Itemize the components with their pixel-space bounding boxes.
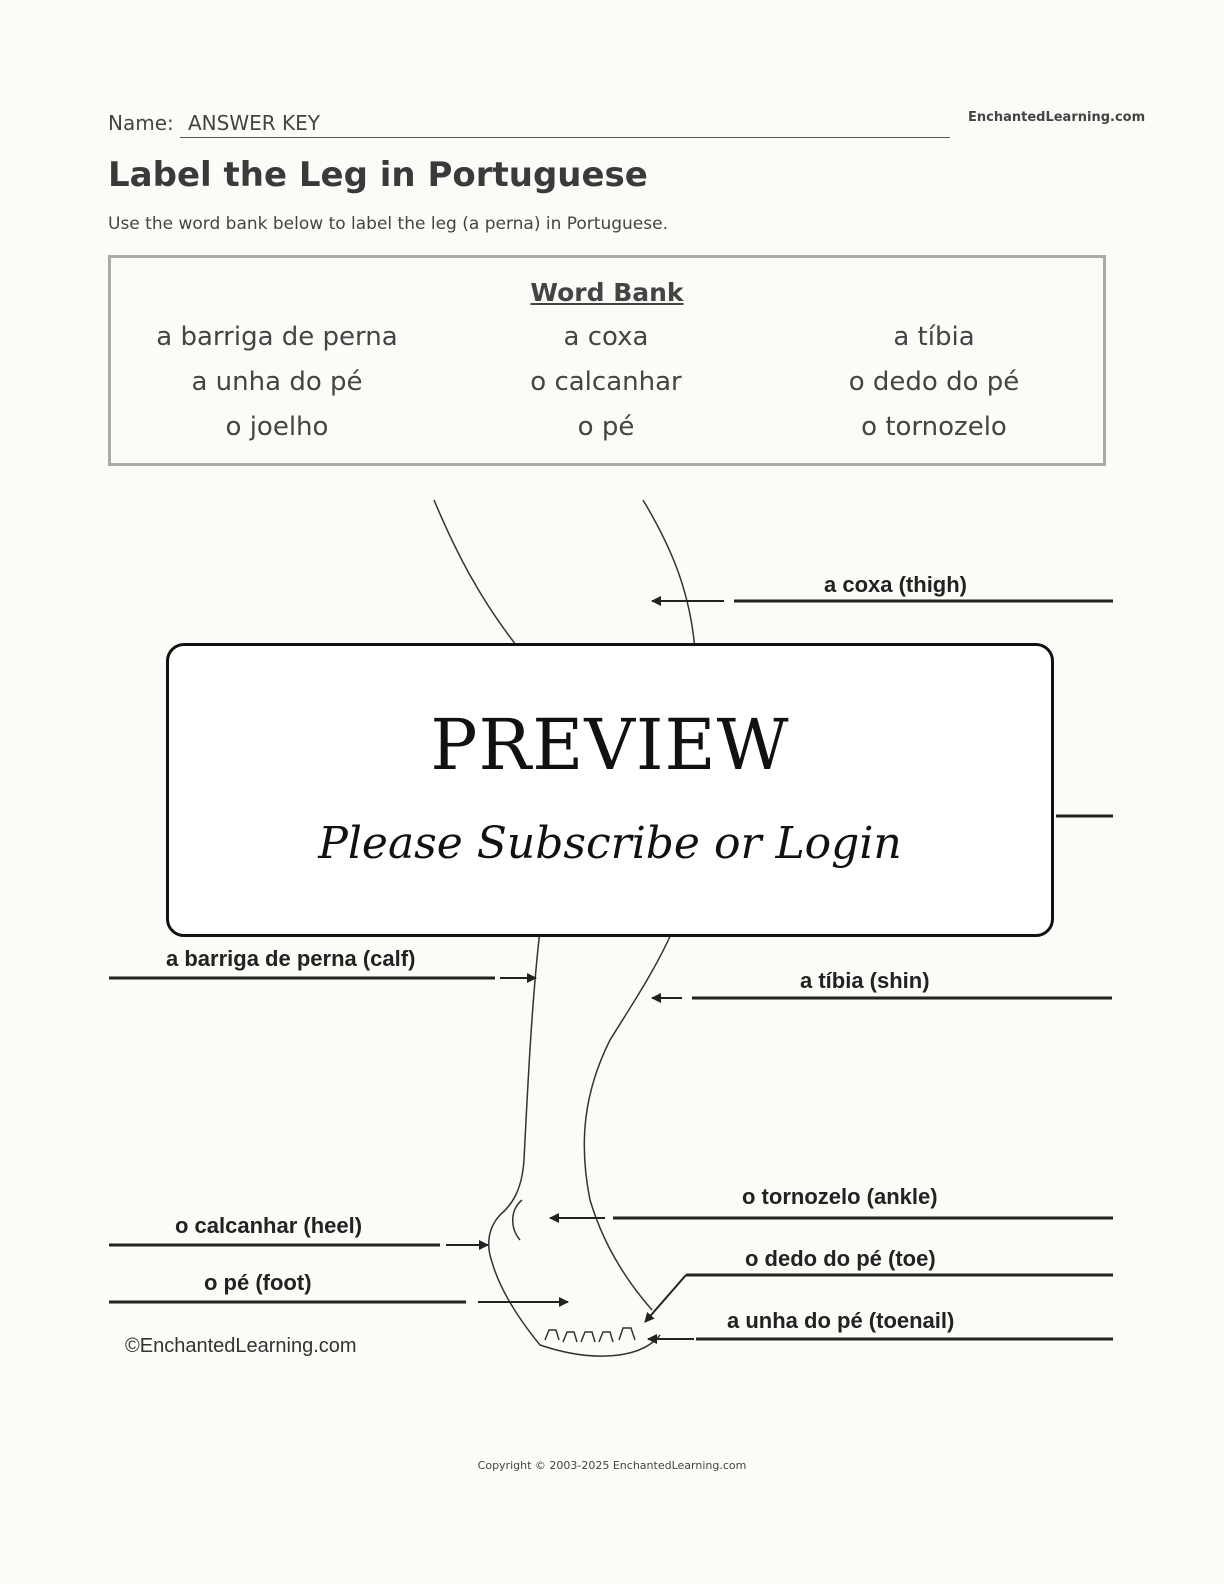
word-bank-word: o tornozelo	[861, 412, 1007, 442]
subscribe-login-prompt[interactable]: Please Subscribe or Login	[318, 818, 902, 869]
preview-title: PREVIEW	[430, 704, 790, 786]
name-label: Name:	[108, 111, 174, 135]
label-toenail: a unha do pé (toenail)	[727, 1308, 955, 1333]
copyright: Copyright © 2003-2025 EnchantedLearning.com	[477, 1459, 747, 1472]
label-heel: o calcanhar (heel)	[175, 1213, 363, 1238]
word-bank-word: a barriga de perna	[156, 322, 398, 352]
site-name: EnchantedLearning.com	[968, 110, 1146, 125]
word-bank-word: o dedo do pé	[848, 367, 1020, 397]
name-value: ANSWER KEY	[188, 111, 320, 135]
word-bank-word: a unha do pé	[191, 367, 363, 397]
label-ankle: o tornozelo (ankle)	[742, 1184, 938, 1209]
word-bank-word: a tíbia	[893, 322, 975, 352]
preview-overlay[interactable]	[166, 643, 1054, 937]
word-bank-word: o joelho	[225, 412, 329, 442]
label-shin: a tíbia (shin)	[800, 968, 930, 993]
page-title: Label the Leg in Portuguese	[108, 155, 648, 195]
label-foot: o pé (foot)	[204, 1270, 312, 1295]
word-bank-word: o pé	[577, 412, 635, 442]
label-toe: o dedo do pé (toe)	[745, 1246, 936, 1271]
label-calf: a barriga de perna (calf)	[166, 946, 416, 971]
label-thigh: a coxa (thigh)	[824, 572, 968, 597]
instructions: Use the word bank below to label the leg (a perna) in Portuguese.	[108, 214, 668, 234]
word-bank-title: Word Bank	[530, 278, 684, 307]
toe-arrow	[645, 1275, 686, 1322]
word-bank-word: a coxa	[563, 322, 649, 352]
diagram-credit: ©EnchantedLearning.com	[125, 1335, 357, 1357]
word-bank-word: o calcanhar	[530, 367, 682, 397]
